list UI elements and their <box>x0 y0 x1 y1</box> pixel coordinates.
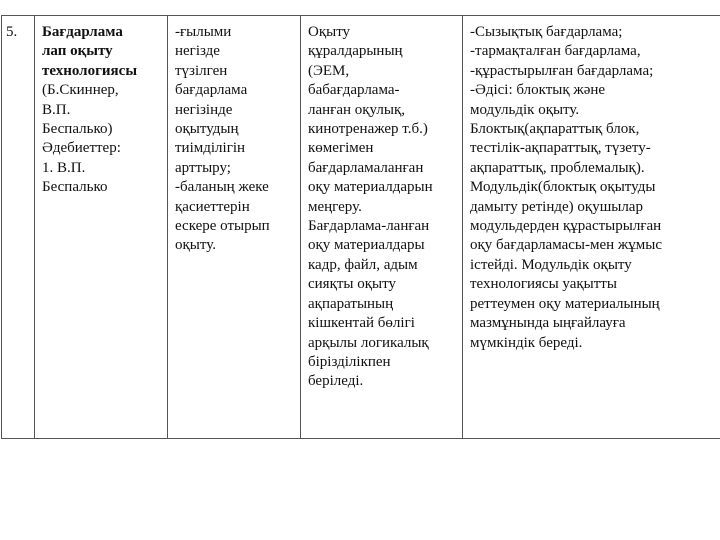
essence-line: кадр, файл, адым <box>308 256 418 273</box>
types-line: оқу бағдарламасы-мен жұмыс <box>470 237 663 254</box>
essence-line: оқу материалдары <box>308 237 425 254</box>
goal-line: арттыру; <box>175 159 231 176</box>
essence-line: ланған оқулық, <box>308 101 405 118</box>
essence-line: кинотренажер т.б.) <box>308 121 428 138</box>
essence-line: бабағдарлама- <box>308 82 400 99</box>
essence-line: оқу материалдарын <box>308 179 433 196</box>
essence-line: меңгеру. <box>308 198 362 215</box>
goal-line: қасиеттерін <box>175 198 250 215</box>
types-line: істейді. Модульдік оқыту <box>470 256 632 273</box>
essence-line: бағдарламаланған <box>308 159 424 176</box>
types-line: -Сызықтық бағдарлама; <box>470 24 623 40</box>
goal-line: тиімділігін <box>175 140 246 157</box>
technology-name-cell <box>35 16 168 439</box>
essence-line: (ЭЕМ, <box>308 62 350 79</box>
types-line: Модульдік(блоктық оқытуды <box>470 179 656 196</box>
types-line: Блоктық(ақпараттық блок, <box>470 121 640 138</box>
essence-line: Оқыту <box>308 24 351 40</box>
technology-title-line: технологиясы <box>42 62 138 79</box>
goal-line: оқыту. <box>175 237 216 254</box>
table-row <box>2 16 720 439</box>
literature-line: Беспалько <box>42 179 108 196</box>
essence-line: ақпаратының <box>308 295 394 312</box>
essence-line: кішкентай бөлігі <box>308 315 415 332</box>
goal-line: бағдарлама <box>175 82 248 99</box>
types-line: модульдік оқыту. <box>470 101 580 118</box>
technology-title-line: Бағдарлама <box>42 24 123 40</box>
essence-line: арқылы логикалық <box>308 334 429 351</box>
literature-line: Әдебиеттер: <box>42 140 121 157</box>
types-line: дамыту ретінде) оқушылар <box>470 198 643 215</box>
author-line: В.П. <box>42 101 71 118</box>
essence-line: сияқты оқыту <box>308 276 396 293</box>
types-line: реттеумен оқу материалының <box>470 295 660 312</box>
technology-title-line: лап оқыту <box>42 43 113 60</box>
goal-line: түзілген <box>175 62 228 79</box>
types-line: технологиясы уақытты <box>470 276 617 293</box>
goal-line: -баланың жеке <box>175 179 269 196</box>
goal-line: негізде <box>175 43 220 60</box>
row-number-cell <box>2 16 35 439</box>
content-table <box>1 15 720 439</box>
author-line: Беспалько) <box>42 121 113 138</box>
types-line: мүмкіндік береді. <box>470 334 583 351</box>
goal-line: ескере отырып <box>175 218 270 235</box>
essence-line: беріледі. <box>308 373 364 390</box>
author-line: (Б.Скиннер, <box>42 82 119 99</box>
goal-cell <box>168 16 301 439</box>
essence-line: Бағдарлама-ланған <box>308 218 430 235</box>
types-cell <box>463 16 720 439</box>
goal-line: негізінде <box>175 101 233 118</box>
goal-line: оқытудың <box>175 121 239 138</box>
row-number: 5. <box>6 24 18 40</box>
essence-line: бірізділікпен <box>308 353 391 370</box>
types-line: мазмұнында ыңғайлауға <box>470 315 626 332</box>
goal-line: -ғылыми <box>175 24 232 40</box>
literature-line: 1. В.П. <box>42 159 86 176</box>
types-line: ақпараттық, проблемалық). <box>470 159 645 176</box>
types-line: тестілік-ақпараттық, түзету- <box>470 140 651 157</box>
types-line: -Әдісі: блоктық және <box>470 82 606 99</box>
essence-cell <box>301 16 463 439</box>
essence-line: құралдарының <box>308 43 403 60</box>
types-line: -құрастырылған бағдарлама; <box>470 62 654 79</box>
types-line: -тармақталған бағдарлама, <box>470 43 641 60</box>
essence-line: көмегімен <box>308 140 374 157</box>
types-line: модульдерден құрастырылған <box>470 218 662 235</box>
